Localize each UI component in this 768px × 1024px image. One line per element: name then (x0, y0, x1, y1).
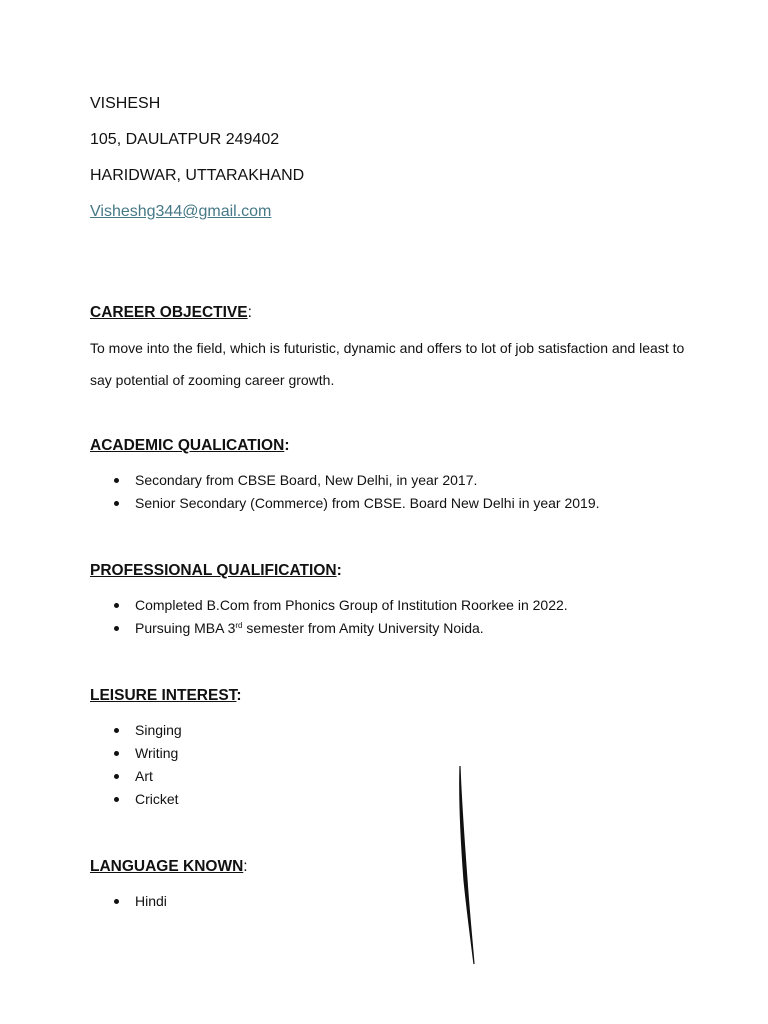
leisure-list (90, 719, 182, 811)
academic-item: Senior Secondary (Commerce) from CBSE. Board New Delhi in year 2019. (135, 495, 600, 511)
bullet-icon (114, 728, 119, 733)
list-item (90, 788, 182, 811)
list-item (90, 765, 182, 788)
leisure-item: Writing (135, 745, 179, 761)
list-item (90, 719, 182, 742)
list-item (90, 617, 568, 640)
professional-heading (90, 561, 342, 581)
academic-item: Secondary from CBSE Board, New Delhi, in year 2017. (135, 472, 478, 488)
mba-prefix: Pursuing MBA 3 (135, 620, 236, 636)
leisure-heading (90, 686, 242, 706)
bullet-icon (114, 501, 119, 506)
career-objective-text: To move into the field, which is futuristic, dynamic and offers to lot of job satisfaction and least to say potential of zooming career growth. (90, 340, 685, 388)
leisure-title: LEISURE INTEREST (90, 687, 237, 704)
leisure-item: Art (135, 768, 153, 784)
language-item: Hindi (135, 893, 167, 909)
academic-colon: : (284, 437, 290, 454)
email-line (90, 202, 271, 222)
address-line-1: 105, DAULATPUR 249402 (90, 131, 280, 148)
professional-title: PROFESSIONAL QUALIFICATION (90, 562, 337, 579)
language-title: LANGUAGE KNOWN (90, 858, 244, 875)
bullet-icon (114, 603, 119, 608)
list-item (90, 594, 568, 617)
leisure-item: Singing (135, 722, 182, 738)
leisure-colon: : (236, 687, 242, 704)
mba-suffix: semester from Amity University Noida. (242, 620, 484, 636)
career-objective-colon: : (247, 304, 252, 321)
bullet-icon (114, 899, 119, 904)
language-heading (90, 857, 248, 877)
language-colon: : (243, 858, 248, 875)
list-item (90, 492, 600, 515)
bullet-icon (114, 626, 119, 631)
address-line-2: HARIDWAR, UTTARAKHAND (90, 167, 305, 184)
career-objective-title: CAREER OBJECTIVE (90, 304, 248, 321)
email-link[interactable]: Visheshg344@gmail.com (90, 203, 272, 220)
bullet-icon (114, 478, 119, 483)
academic-title: ACADEMIC QUALICATION (90, 437, 285, 454)
professional-colon: : (336, 562, 342, 579)
academic-heading (90, 436, 289, 456)
leisure-item: Cricket (135, 791, 179, 807)
candidate-name: VISHESH (90, 95, 161, 112)
bullet-icon (114, 774, 119, 779)
list-item (90, 890, 167, 913)
list-item (90, 742, 182, 765)
bullet-icon (114, 797, 119, 802)
academic-list (90, 469, 600, 515)
mba-superscript: rd (235, 621, 243, 630)
professional-item: Completed B.Com from Phonics Group of Institution Roorkee in 2022. (135, 597, 568, 613)
list-item (90, 469, 600, 492)
pen-stroke-mark (450, 760, 490, 970)
language-list (90, 890, 167, 913)
career-objective-heading (90, 303, 252, 323)
professional-list (90, 594, 568, 640)
bullet-icon (114, 751, 119, 756)
